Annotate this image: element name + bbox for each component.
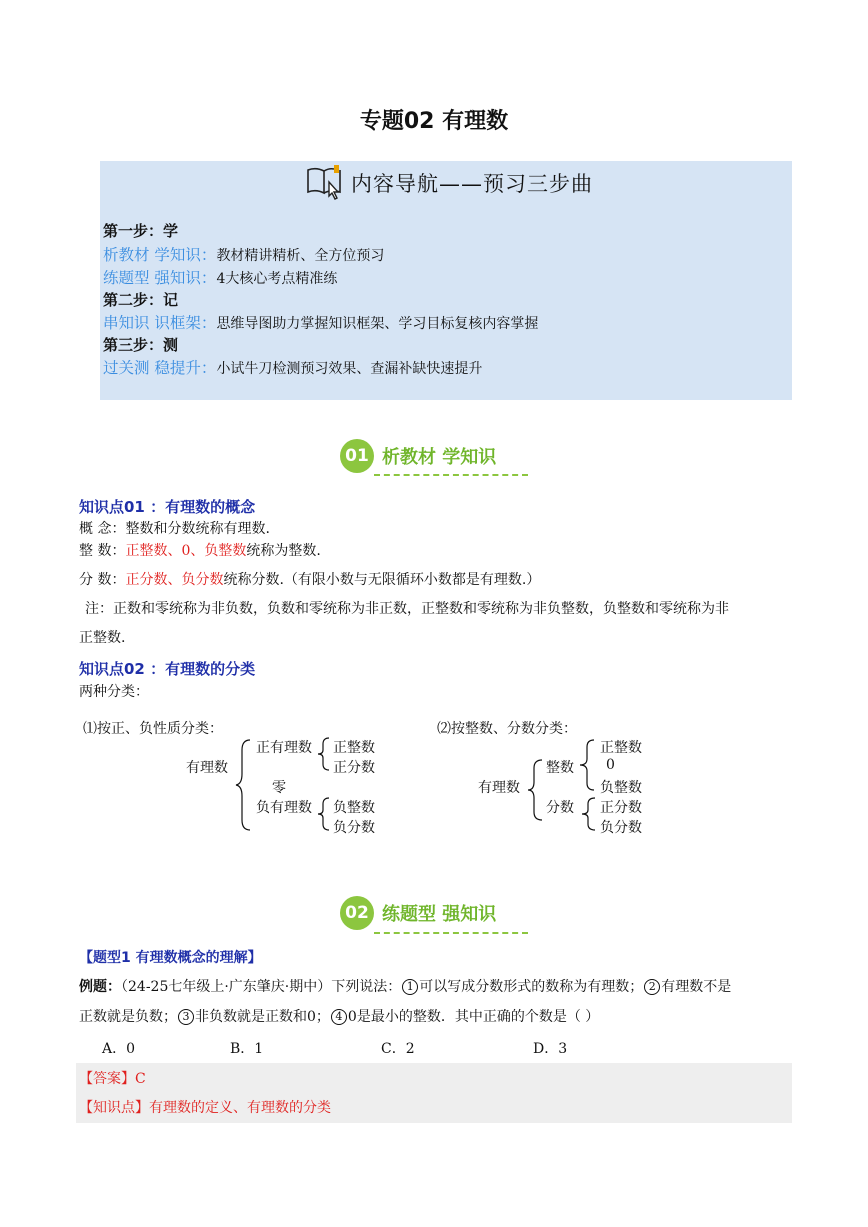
tree-root: 有理数 [186,760,228,776]
tree-leaf: 正整数 [600,740,642,756]
tree-leaf: 正分数 [333,760,375,776]
example-label: 例题： [79,979,121,995]
circled-number: 3 [178,1009,194,1025]
example-text: 非负数就是正数和0； [195,1009,330,1025]
classification-heading-left: ⑴按正、负性质分类： [83,721,223,737]
nav-item-text: 小试牛刀检测预习效果、查漏补缺快速提升 [216,361,483,377]
circled-number: 1 [402,979,418,995]
example-text: 有理数不是 [661,979,732,995]
section-divider [374,932,528,934]
nav-item [103,311,538,333]
classification-heading-right: ⑵按整数、分数分类： [437,721,577,737]
nav-item-label: 析教材 学知识： [103,246,217,264]
tree-node: 整数 [546,760,574,776]
tree-leaf: 0 [606,757,615,773]
nav-item-label: 练题型 强知识： [103,269,217,287]
step1-heading: 第一步：学 [103,222,179,240]
knowledge-point-title: 知识点02 ：有理数的分类 [79,660,256,678]
tree-leaf: 负整数 [333,800,375,816]
circled-number: 2 [644,979,660,995]
knowledge-point-title: 知识点01 ：有理数的概念 [79,498,256,516]
tree-leaf: 负分数 [333,820,375,836]
tree-leaf: 正整数 [333,740,375,756]
nav-header-text: 内容导航——预习三步曲 [351,172,593,196]
fraction-highlight: 正分数、负分数 [125,572,224,588]
tree-brace [578,738,598,792]
tree-brace [234,738,254,832]
section-badge-02 [340,896,496,930]
example-text: 正数就是负数； [79,1009,177,1025]
answer-line: 【答案】C [79,1071,146,1087]
tree-node: 零 [272,780,286,796]
classification-intro: 两种分类： [79,684,149,700]
nav-item-text: 教材精讲精析、全方位预习 [216,248,385,264]
example-text: （24-25七年级上·广东肇庆·期中）下列说法： [121,979,402,995]
tree-brace [580,796,598,832]
section-number: 02 [340,896,374,930]
nav-item-text: 4大核心考点精准练 [216,271,338,287]
option-c: C．2 [381,1041,415,1057]
section-divider [374,474,528,476]
fraction-prefix: 分 数： [79,572,126,588]
integer-highlight: 正整数、0、负整数 [125,543,247,559]
example-text: 0是最小的整数．其中正确的个数是（ ） [347,1009,600,1025]
tree-leaf: 负整数 [600,780,642,796]
fraction-line [79,569,540,589]
step3-heading: 第三步：测 [103,336,179,354]
integer-suffix: 统称为整数. [246,543,321,559]
circled-number: 4 [331,1009,347,1025]
tree-brace [526,758,546,822]
section-badge-01 [340,439,496,473]
note-line: 正整数. [79,630,126,646]
page-title: 专题02 有理数 [359,109,509,134]
tree-root: 有理数 [478,780,520,796]
integer-line [79,540,321,560]
tree-leaf: 负分数 [600,820,642,836]
nav-header [305,163,593,203]
book-pointer-icon [305,162,345,204]
tree-brace [316,796,332,832]
note-line: 注：正数和零统称为非负数，负数和零统称为非正数，正整数和零统称为非负整数，负整数和零统称为非 [85,601,729,617]
section-label: 练题型 强知识 [382,904,497,925]
tree-brace [316,736,332,772]
option-a: A．0 [102,1041,136,1057]
knowledge-line: 【知识点】有理数的定义、有理数的分类 [79,1100,331,1116]
example-line [79,1006,599,1026]
section-label: 析教材 学知识 [382,447,497,468]
tree-node: 正有理数 [256,740,312,756]
nav-item [103,266,337,288]
option-b: B．1 [230,1041,264,1057]
example-line [79,976,731,996]
section-number: 01 [340,439,374,473]
nav-item-text: 思维导图助力掌握知识框架、学习目标复核内容掌握 [216,316,539,332]
example-text: 可以写成分数形式的数称为有理数； [419,979,644,995]
tree-leaf: 正分数 [600,800,642,816]
tree-node: 分数 [546,800,574,816]
step2-heading: 第二步：记 [103,291,179,309]
nav-item [103,356,482,378]
concept-line: 概 念：整数和分数统称有理数. [79,521,270,537]
tree-node: 负有理数 [256,800,312,816]
option-d: D．3 [533,1041,568,1057]
integer-prefix: 整 数： [79,543,126,559]
question-type-title: 【题型1 有理数概念的理解】 [79,950,262,966]
nav-item [103,243,384,265]
nav-item-label: 串知识 识框架： [103,314,217,332]
nav-item-label: 过关测 稳提升： [103,359,217,377]
fraction-suffix: 统称分数.（有限小数与无限循环小数都是有理数.） [223,572,541,588]
